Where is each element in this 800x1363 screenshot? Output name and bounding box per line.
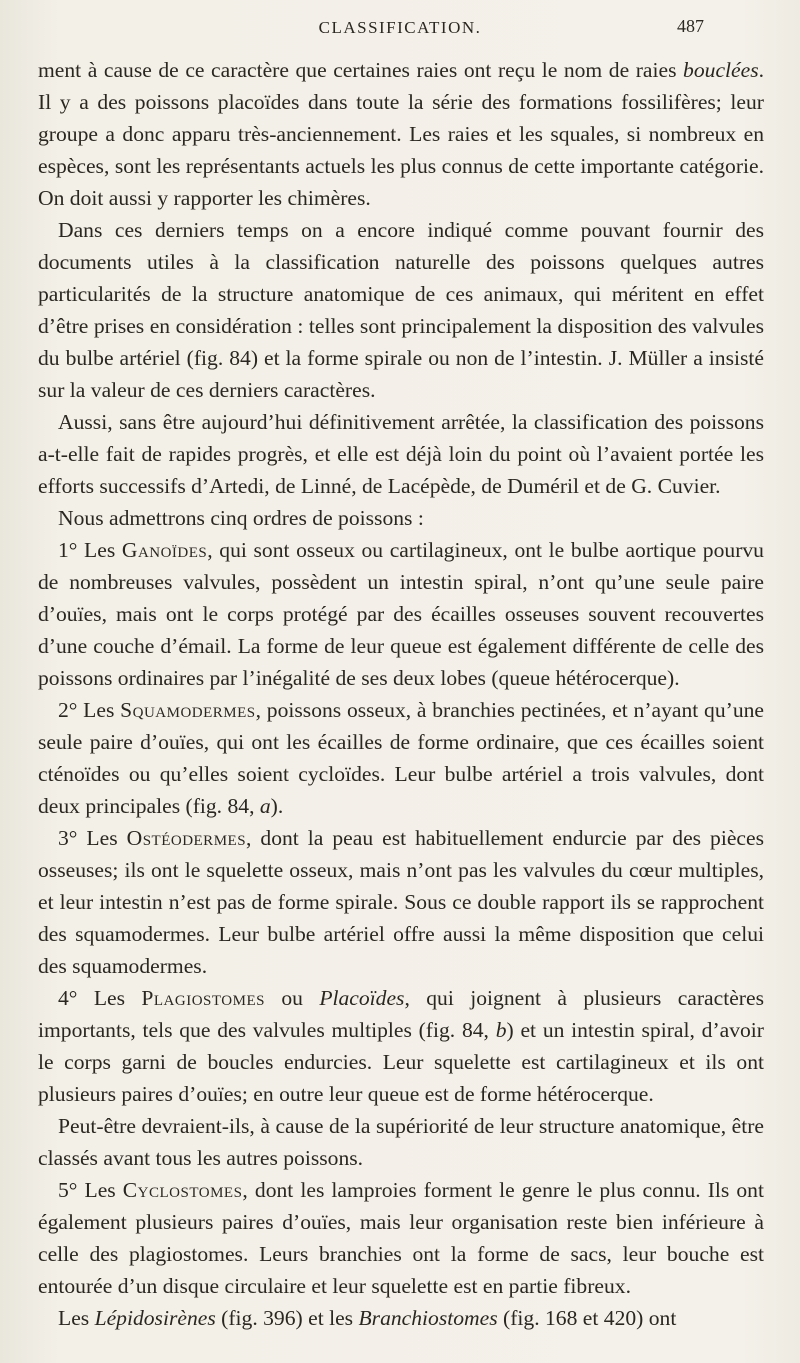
text-run: Nous admettrons cinq ordres de poissons :: [58, 506, 424, 530]
paragraph: [38, 694, 764, 822]
italic-term: Branchiostomes: [358, 1306, 498, 1330]
italic-term: Lépidosirènes: [94, 1306, 216, 1330]
text-run: Peut-être devraient-ils, à cause de la supériorité de leur structure anatomique, être classés avant tous les autres poissons.: [38, 1114, 764, 1170]
text-run: , dont la peau est habituellement endurcie par des pièces osseuses; ils ont le squelette osseux, mais n’ont pas les valvules du cœur multiples, et leur intestin n’est pas de forme spirale. Sous ce double rapport ils se rapprochent des squamodermes. Leur bulbe artériel offre aussi la même disposition que celui des squamodermes.: [38, 826, 764, 978]
paragraph: [38, 406, 764, 502]
text-run: ).: [270, 794, 284, 818]
text-run: (fig. 168 et 420) ont: [497, 1306, 677, 1330]
paragraph: [38, 1174, 764, 1302]
order-name: Squamodermes: [120, 698, 256, 722]
text-run: 3° Les: [58, 826, 127, 850]
italic-term: Placoïdes: [319, 986, 405, 1010]
text-run: ) et un intestin spiral, d’avoir le corps garni de boucles endurcies. Leur squelette est cartilagineux et ils ont plusieurs paires d’ouïes; en outre leur queue est de forme hétérocerque.: [38, 1018, 764, 1106]
text-run: , qui joignent à plusieurs caractères importants, tels que des valvules multiples (fig. 84,: [38, 986, 764, 1042]
paragraph: [38, 982, 764, 1110]
running-head: CLASSIFICATION.: [318, 18, 482, 37]
paragraph: [38, 822, 764, 982]
text-run: . Il y a des poissons placoïdes dans toute la série des formations fossilifères; leur groupe a donc apparu très-anciennement. Les raies et les squales, si nombreux en espèces, sont les représentants actuels les plus connus de cette importante catégorie. On doit aussi y rapporter les chimères.: [38, 58, 764, 210]
order-name: Ostéodermes: [126, 826, 247, 850]
page-number: 487: [677, 16, 704, 36]
italic-term: bouclées: [683, 58, 759, 82]
text-run: 2° Les: [58, 698, 121, 722]
text-run: Les: [58, 1306, 95, 1330]
text-run: 4° Les: [58, 986, 142, 1010]
paragraph: [38, 214, 764, 406]
paragraph: [38, 534, 764, 694]
text-run: , qui sont osseux ou cartilagineux, ont le bulbe aortique pourvu de nombreuses valvules, possèdent un intestin spiral, n’ont qu’une seule paire d’ouïes, mais ont le corps protégé par des écailles osseuses souvent recouvertes d’une couche d’émail. La forme de leur queue est également différente de celle des poissons ordinaires par l’inégalité de ses deux lobes (queue hétérocerque).: [38, 538, 764, 690]
paragraph: [38, 54, 764, 214]
text-run: ou: [264, 986, 320, 1010]
text-run: , dont les lamproies forment le genre le plus connu. Ils ont également plusieurs paires d’ouïes, mais leur organisation reste bien inférieure à celle des plagiostomes. Leurs branchies ont la forme de sacs, leur bouche est entourée d’un disque circulaire et leur squelette est en partie fibreux.: [38, 1178, 764, 1298]
order-name: Plagiostomes: [141, 986, 265, 1010]
text-run: Aussi, sans être aujourd’hui définitivement arrêtée, la classification des poissons a-t-elle fait de rapides progrès, et elle est déjà loin du point où l’avaient portée les efforts successifs d’Artedi, de Linné, de Lacépède, de Duméril et de G. Cuvier.: [38, 410, 764, 498]
italic-term: a: [259, 794, 271, 818]
italic-term: b: [495, 1018, 507, 1042]
paragraph: [38, 1302, 764, 1334]
page-header: [0, 18, 800, 52]
order-name: Ganoïdes: [121, 538, 208, 562]
paragraph: [38, 1110, 764, 1174]
text-run: 5° Les: [58, 1178, 123, 1202]
text-run: (fig. 396) et les: [215, 1306, 359, 1330]
text-run: , poissons osseux, à branchies pectinées, et n’ayant qu’une seule paire d’ouïes, qui ont les écailles de forme ordinaire, que ces écailles soient cténoïdes ou qu’elles soient cycloïdes. Leur bulbe artériel a trois valvules, dont deux principales (fig. 84,: [38, 698, 764, 818]
text-run: Dans ces derniers temps on a encore indiqué comme pouvant fournir des documents utiles à la classification naturelle des poissons quelques autres particularités de la structure anatomique de ces animaux, qui méritent en effet d’être prises en considération : telles sont principalement la disposition des valvules du bulbe artériel (fig. 84) et la forme spirale ou non de l’intestin. J. Müller a insisté sur la valeur de ces derniers caractères.: [38, 218, 764, 402]
body-text: [38, 54, 764, 1334]
text-run: ment à cause de ce caractère que certaines raies ont reçu le nom de raies: [38, 58, 684, 82]
paragraph: [38, 502, 764, 534]
order-name: Cyclostomes: [122, 1178, 243, 1202]
text-run: 1° Les: [58, 538, 122, 562]
